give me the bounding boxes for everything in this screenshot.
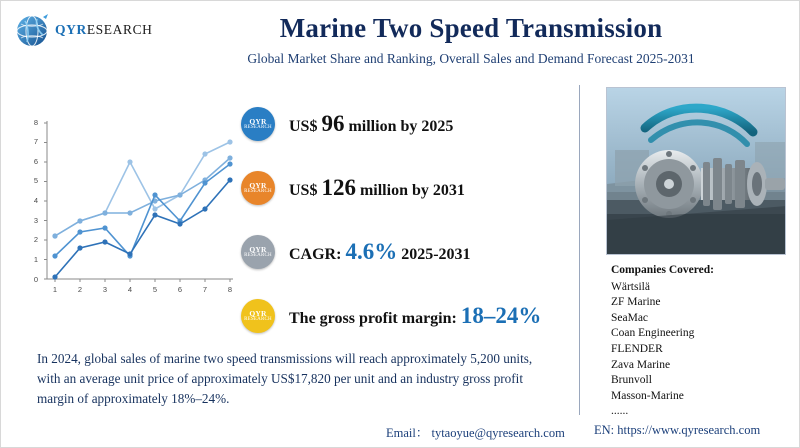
qyr-badge-yellow-icon: QYR RESEARCH xyxy=(241,299,275,333)
svg-text:8: 8 xyxy=(227,285,233,294)
footer-site-value[interactable]: https://www.qyresearch.com xyxy=(617,423,761,437)
logo-wordmark xyxy=(55,22,153,38)
footer-email[interactable] xyxy=(386,423,565,441)
svg-text:7: 7 xyxy=(33,137,38,146)
stat-text xyxy=(289,303,541,329)
svg-text:2: 2 xyxy=(33,235,38,244)
svg-text:8: 8 xyxy=(33,118,38,127)
footer xyxy=(1,419,800,447)
svg-text:2: 2 xyxy=(77,285,83,294)
stat-prefix: The gross profit margin: xyxy=(289,310,457,327)
stat-value: 18–24% xyxy=(460,303,542,328)
stat-text xyxy=(289,239,471,265)
svg-text:5: 5 xyxy=(33,176,38,185)
qyresearch-logo[interactable] xyxy=(11,9,153,55)
footer-email-label: Email： xyxy=(386,426,429,440)
svg-text:6: 6 xyxy=(177,285,183,294)
logo-wordmark-rest: ESEARCH xyxy=(86,22,153,37)
svg-text:1: 1 xyxy=(52,285,58,294)
footer-site[interactable] xyxy=(594,423,760,438)
svg-text:1: 1 xyxy=(33,255,38,264)
footer-site-label: EN: xyxy=(594,423,615,437)
footer-email-value[interactable]: tytaoyue@qyresearch.com xyxy=(431,426,565,440)
svg-text:5: 5 xyxy=(152,285,158,294)
company-item: Brunvoll xyxy=(611,374,652,387)
company-item: SeaMac xyxy=(611,311,649,324)
stat-value: 126 xyxy=(321,175,356,200)
key-stats-list xyxy=(241,97,571,353)
stat-value: 4.6% xyxy=(345,239,398,264)
company-item: Zava Marine xyxy=(611,358,671,371)
svg-text:4: 4 xyxy=(33,196,38,205)
stat-prefix: US$ xyxy=(289,182,318,199)
qyr-badge-blue-icon: QYR RESEARCH xyxy=(241,107,275,141)
vertical-divider xyxy=(579,85,580,415)
summary-paragraph: In 2024, global sales of marine two speed transmissions will reach approximately 5,200 units, with an average unit price of approximately US$17,820 per unit and an industry gross profit margin of approximately 18%–24%. xyxy=(37,351,533,406)
svg-text:3: 3 xyxy=(33,216,38,225)
stat-row xyxy=(241,225,571,279)
companies-title: Companies Covered: xyxy=(611,264,714,276)
stat-text xyxy=(289,175,465,201)
series-4 xyxy=(52,177,232,279)
stat-value: 96 xyxy=(321,111,345,136)
svg-text:0: 0 xyxy=(33,275,38,284)
svg-text:4: 4 xyxy=(127,285,133,294)
qyr-badge-orange-icon: QYR RESEARCH xyxy=(241,171,275,205)
stat-suffix: million by 2031 xyxy=(359,182,465,199)
svg-text:6: 6 xyxy=(33,157,38,166)
stat-row xyxy=(241,161,571,215)
line-chart-svg xyxy=(19,113,244,313)
header xyxy=(1,1,800,77)
company-item: Coan Engineering xyxy=(611,327,695,340)
page-subtitle: Global Market Share and Ranking, Overall Sales and Demand Forecast 2025-2031 xyxy=(247,51,695,66)
transmission-photo xyxy=(606,87,786,255)
page-title: Marine Two Speed Transmission xyxy=(279,13,663,43)
stat-suffix: million by 2025 xyxy=(348,118,454,135)
stat-prefix: US$ xyxy=(289,118,318,135)
svg-text:7: 7 xyxy=(202,285,208,294)
company-item: ...... xyxy=(611,405,629,418)
stat-row xyxy=(241,289,571,343)
stat-prefix: CAGR: xyxy=(289,246,342,263)
company-item: FLENDER xyxy=(611,342,663,355)
company-item: ZF Marine xyxy=(611,296,661,309)
company-item: Masson-Marine xyxy=(611,389,684,402)
svg-text:3: 3 xyxy=(102,285,108,294)
stat-suffix: 2025-2031 xyxy=(401,246,471,263)
stat-row xyxy=(241,97,571,151)
company-item: Wärtsilä xyxy=(611,280,650,293)
logo-wordmark-q: QYR xyxy=(55,22,87,37)
globe-icon xyxy=(13,11,53,51)
companies-covered xyxy=(611,263,796,420)
stat-text xyxy=(289,111,453,137)
gearbox-illustration-icon xyxy=(607,88,786,255)
qyr-badge-gray-icon: QYR RESEARCH xyxy=(241,235,275,269)
line-chart xyxy=(19,113,244,313)
